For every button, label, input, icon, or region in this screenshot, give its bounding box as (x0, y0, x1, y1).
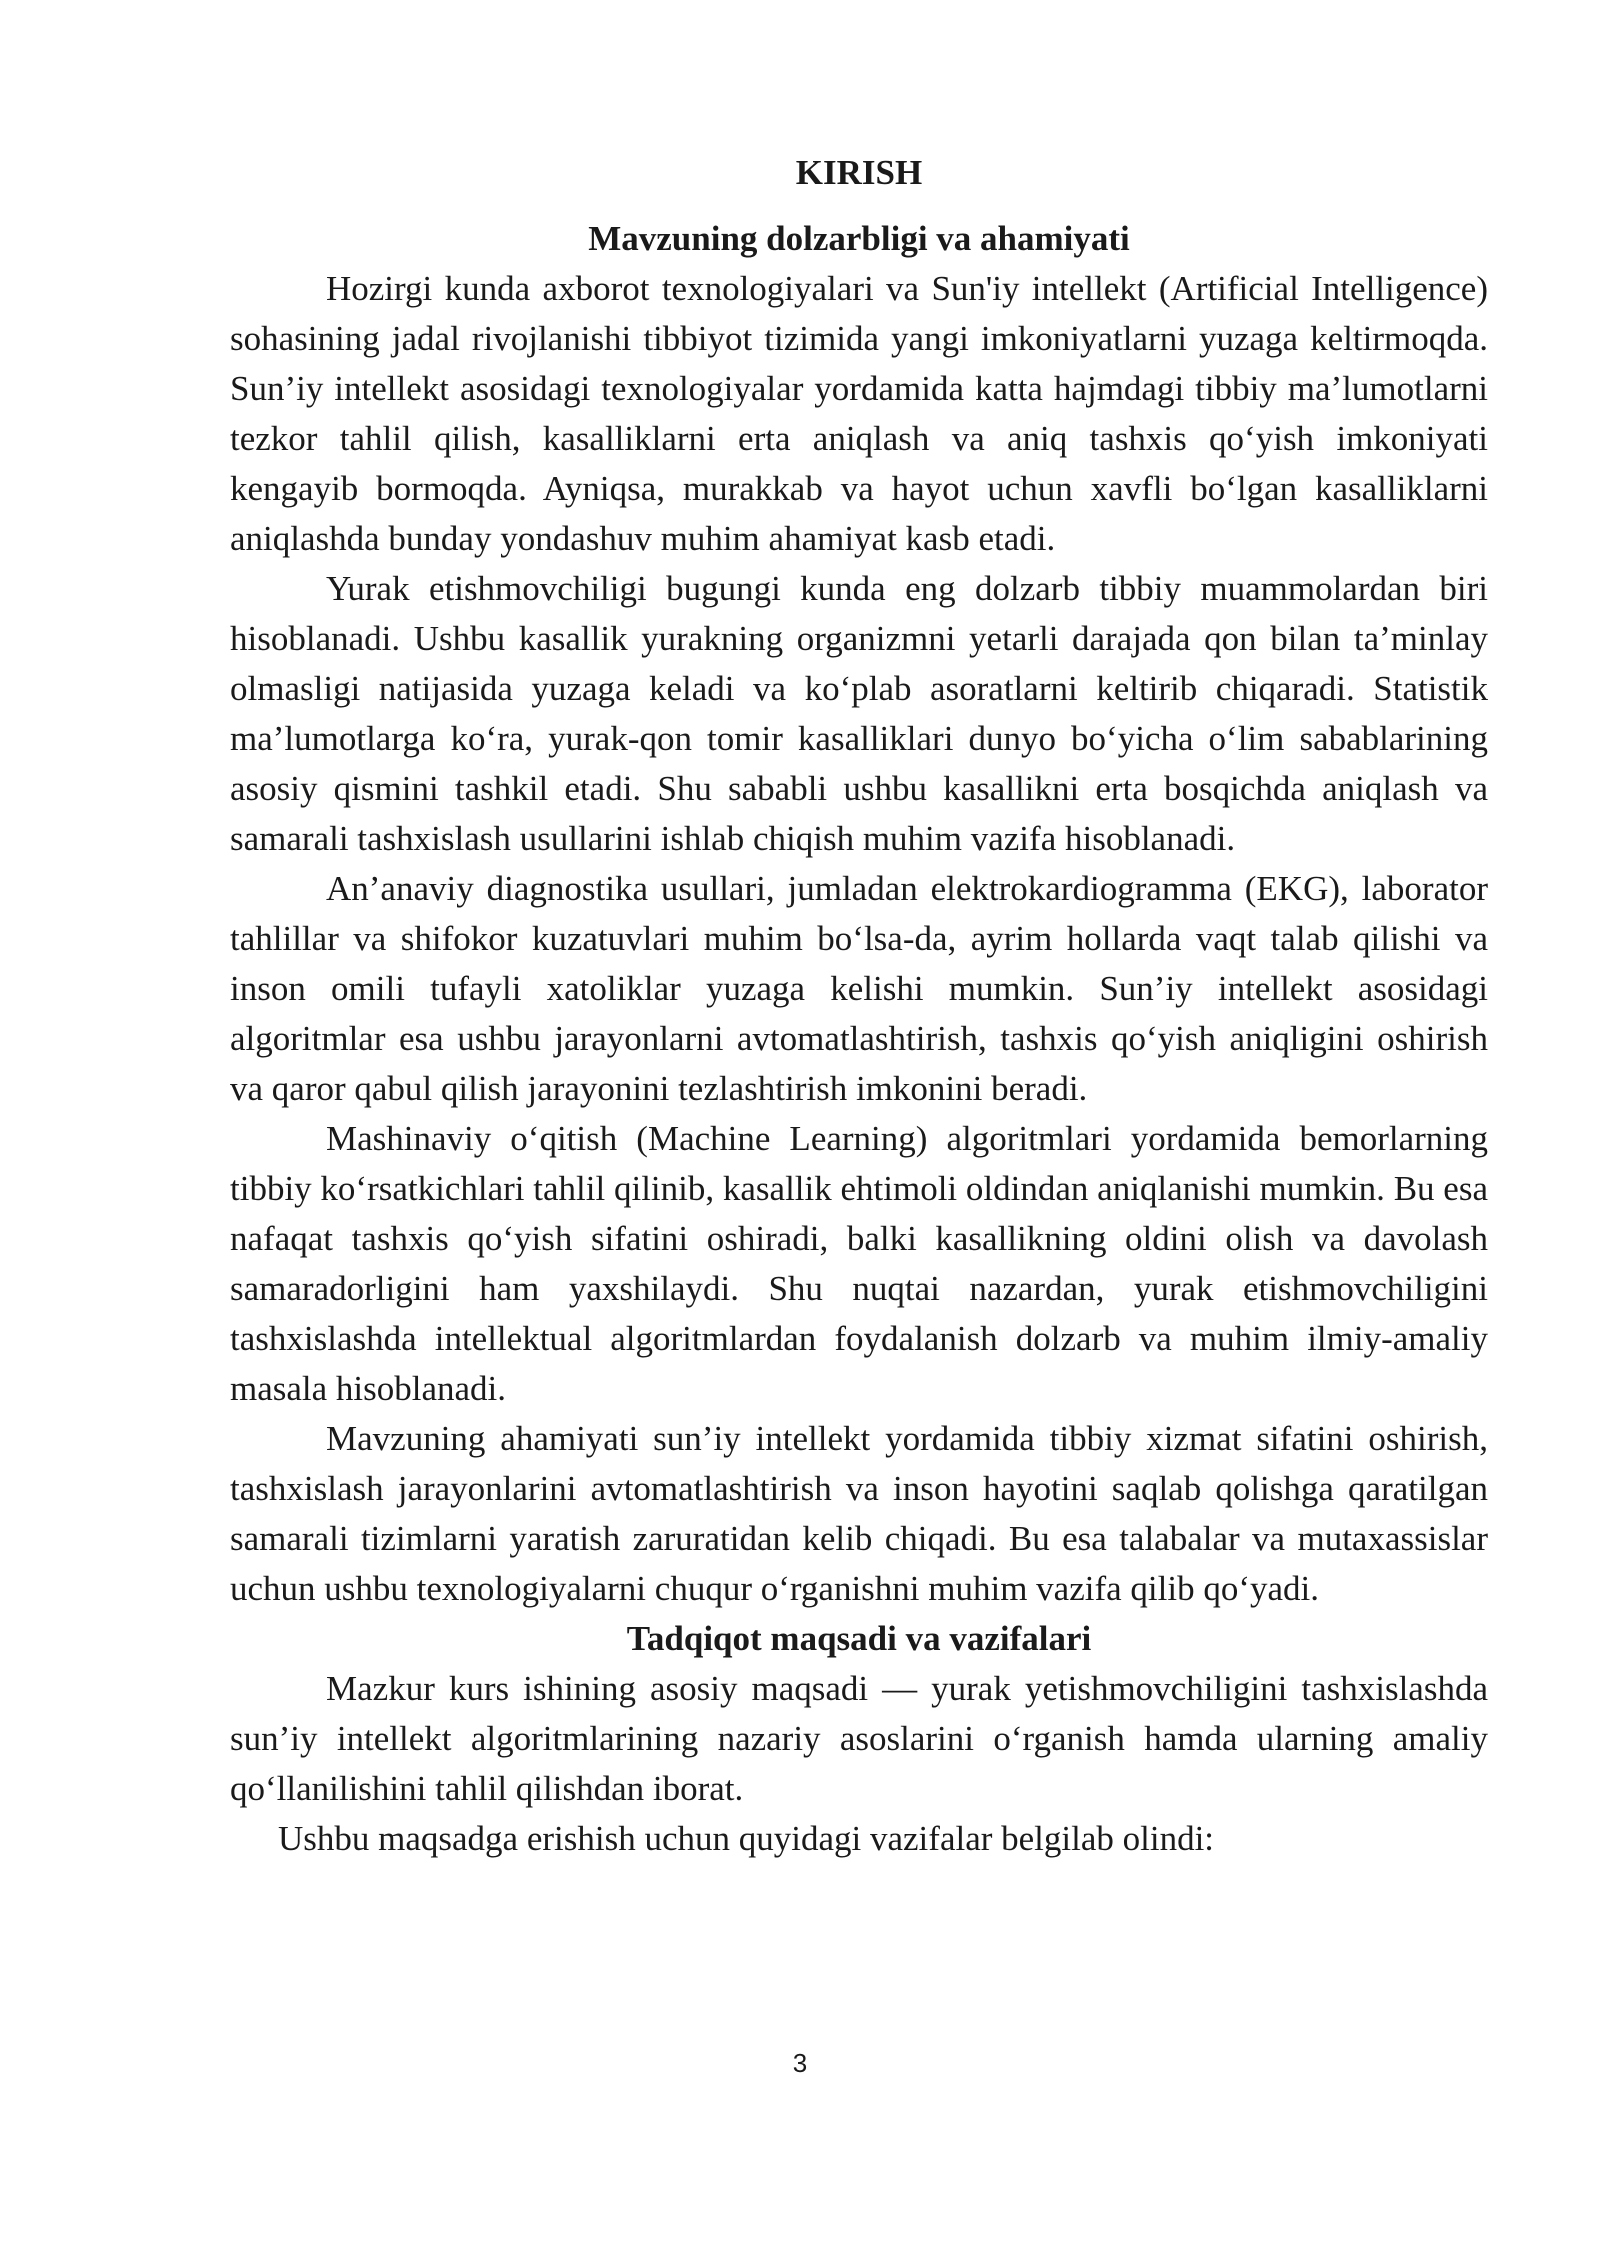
paragraph: Mazkur kurs ishining asosiy maqsadi — yurak yetishmovchiligini tashxislashda sun’iy intellekt algoritmlarining nazariy asoslarini o‘rganish hamda ularning amaliy qo‘llanilishini tahlil qilishdan iborat. (230, 1669, 1488, 1808)
page-title: KIRISH (795, 153, 923, 192)
paragraph: An’anaviy diagnostika usullari, jumladan elektrokardiogramma (EKG), laborator tahlillar va shifokor kuzatuvlari muhim bo‘lsa-da, ayrim hollarda vaqt talab qilishi va inson omili tufayli xatoliklar yuzaga kelishi mumkin. Sun’iy intellekt asosidagi algoritmlar esa ushbu jarayonlarni avtomatlashtirish, tashxis qo‘yish aniqligini oshirish va qaror qabul qilish jarayonini tezlashtirish imkonini beradi. (230, 869, 1488, 1108)
page-content (230, 148, 1488, 1864)
closing-line: Ushbu maqsadga erishish uchun quyidagi vazifalar belgilab olindi: (278, 1819, 1215, 1858)
paragraph: Mavzuning ahamiyati sun’iy intellekt yordamida tibbiy xizmat sifatini oshirish, tashxislash jarayonlarini avtomatlashtirish va inson hayotini saqlab qolishga qaratilgan samarali tizimlarni yaratish zaruratidan kelib chiqadi. Bu esa talabalar va mutaxassislar uchun ushbu texnologiyalarni chuqur o‘rganishni muhim vazifa qilib qo‘yadi. (230, 1419, 1488, 1608)
section-heading-goals: Tadqiqot maqsadi va vazifalari (626, 1619, 1092, 1658)
paragraph: Yurak etishmovchiligi bugungi kunda eng dolzarb tibbiy muammolardan biri hisoblanadi. Ushbu kasallik yurakning organizmni yetarli darajada qon bilan ta’minlay olmasligi natijasida yuzaga keladi va ko‘plab asoratlarni keltirib chiqaradi. Statistik ma’lumotlarga ko‘ra, yurak-qon tomir kasalliklari dunyo bo‘yicha o‘lim sabablarining asosiy qismini tashkil etadi. Shu sababli ushbu kasallikni erta bosqichda aniqlash va samarali tashxislash usullarini ishlab chiqish muhim vazifa hisoblanadi. (230, 569, 1488, 858)
page-number: 3 (792, 2048, 808, 2078)
section-heading-relevance: Mavzuning dolzarbligi va ahamiyati (588, 219, 1130, 258)
paragraph: Mashinaviy o‘qitish (Machine Learning) algoritmlari yordamida bemorlarning tibbiy ko‘rsatkichlari tahlil qilinib, kasallik ehtimoli oldindan aniqlanishi mumkin. Bu esa nafaqat tashxis qo‘yish sifatini oshiradi, balki kasallikning oldini olish va davolash samaradorligini ham yaxshilaydi. Shu nuqtai nazardan, yurak etishmovchiligini tashxislashda intellektual algoritmlardan foydalanish dolzarb va muhim ilmiy-amaliy masala hisoblanadi. (230, 1119, 1488, 1408)
paragraph: Hozirgi kunda axborot texnologiyalari va Sun'iy intellekt (Artificial Intelligence) sohasining jadal rivojlanishi tibbiyot tizimida yangi imkoniyatlarni yuzaga keltirmoqda. Sun’iy intellekt asosidagi texnologiyalar yordamida katta hajmdagi tibbiy ma’lumotlarni tezkor tahlil qilish, kasalliklarni erta aniqlash va aniq tashxis qo‘yish imkoniyati kengayib bormoqda. Ayniqsa, murakkab va hayot uchun xavfli bo‘lgan kasalliklarni aniqlashda bunday yondashuv muhim ahamiyat kasb etadi. (230, 269, 1488, 558)
